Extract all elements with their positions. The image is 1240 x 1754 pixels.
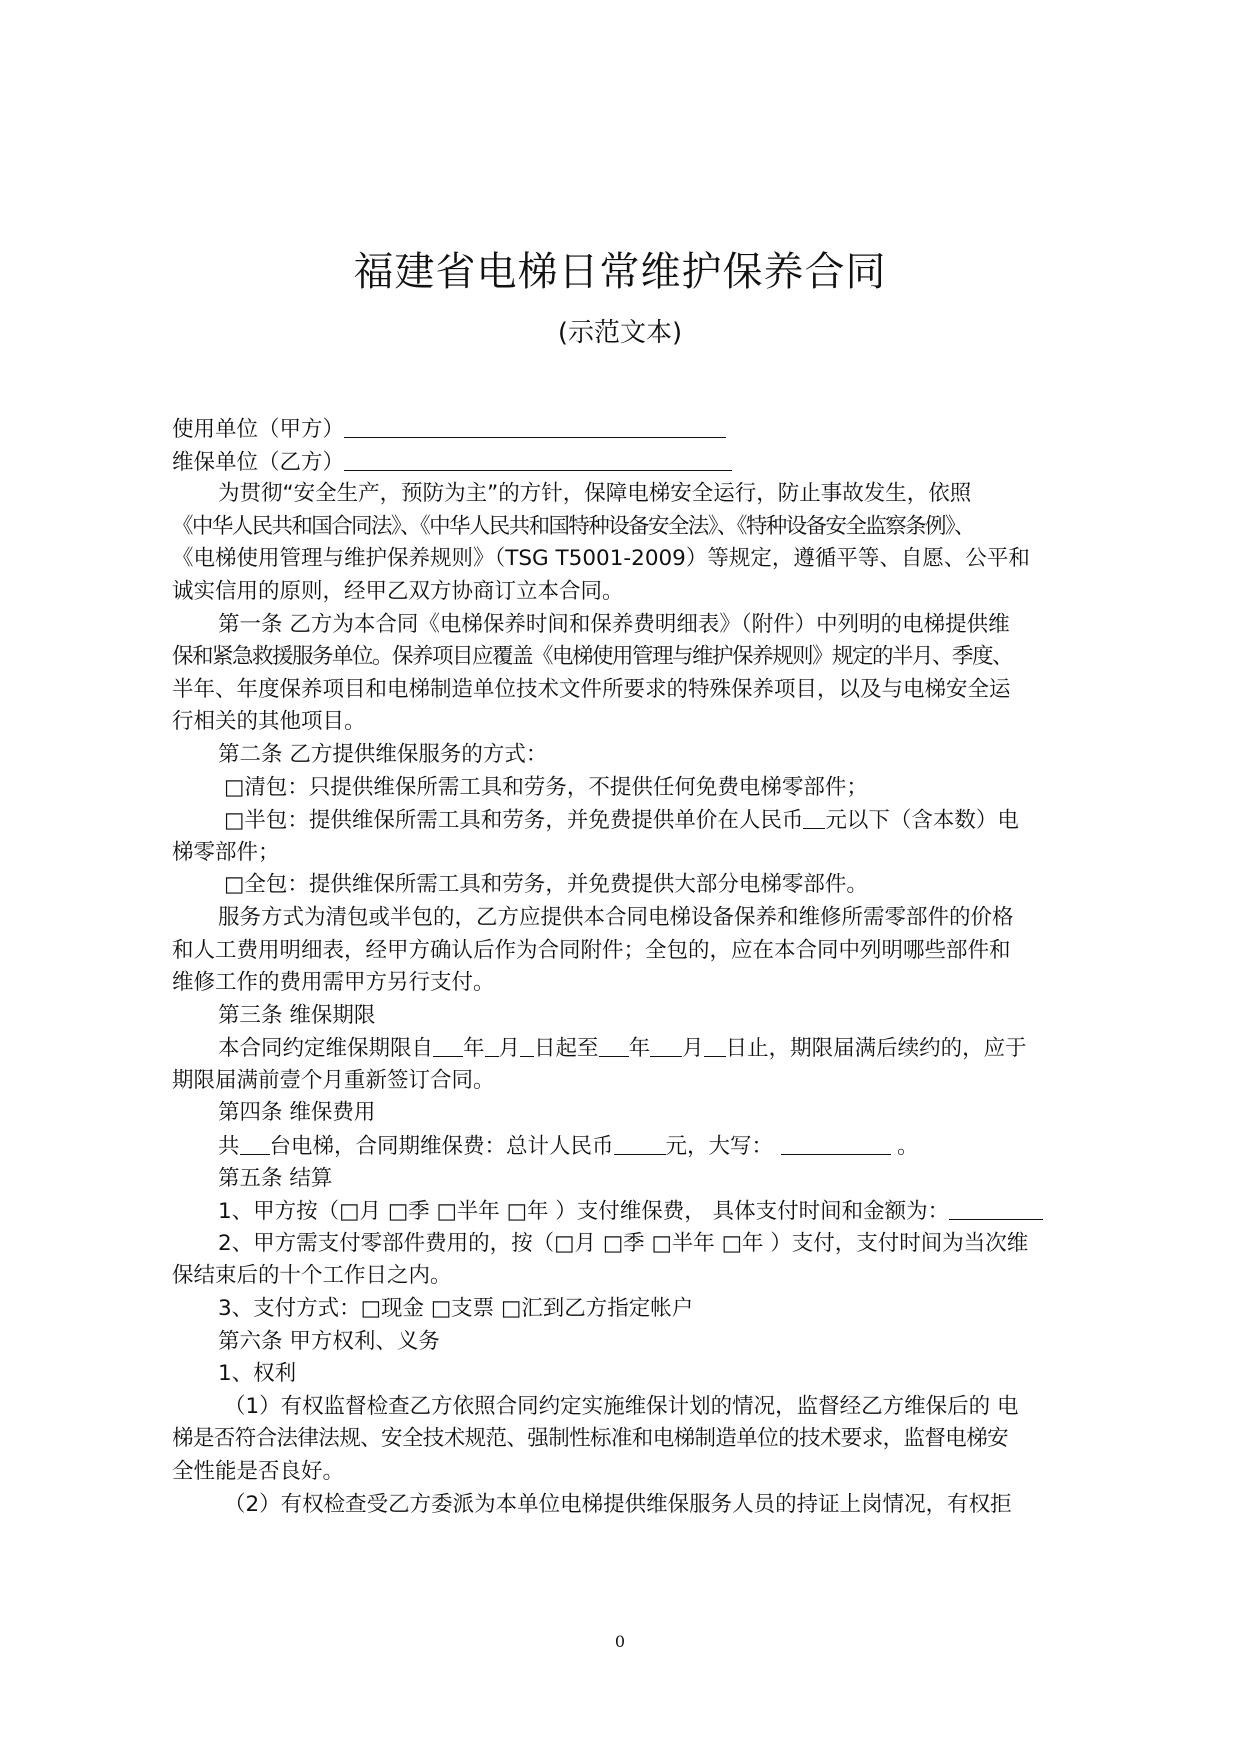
settlement-text: 1、甲方按（□月 □季 □半年 □年 ）支付维保费， 具体支付时间和金额为： <box>218 1199 950 1225</box>
article2-note-line: 维修工作的费用需甲方另行支付。 <box>172 970 495 996</box>
article6-right-2-line: （2）有权检查受乙方委派为本单位电梯提供维保服务人员的持证上岗情况，有权拒 <box>224 1491 1012 1517</box>
party-a-label: 使用单位（甲方） <box>172 417 345 442</box>
term-text: 本合同约定维保期限自 <box>218 1036 434 1062</box>
year-blank <box>599 1032 629 1057</box>
article2-heading: 第二条 乙方提供维保服务的方式： <box>218 741 548 767</box>
article6-subheading: 1、权利 <box>218 1361 297 1387</box>
month-blank <box>485 1032 499 1057</box>
term-text: 月 <box>498 1036 521 1062</box>
article2-option-quanbao: □全包：提供维保所需工具和劳务，并免费提供大部分电梯零部件。 <box>224 872 868 898</box>
year-blank <box>433 1032 463 1057</box>
fee-text: 。 <box>897 1134 919 1160</box>
article1-line: 行相关的其他项目。 <box>172 709 366 735</box>
article2-option-banbao <box>172 804 1086 837</box>
term-text: 年 <box>463 1036 485 1062</box>
document-title: 福建省电梯日常维护保养合同 <box>353 249 887 295</box>
article1-line: 半年、年度保养项目和电梯制造单位技术文件所要求的特殊保养项目，以及与电梯安全运 <box>172 676 1011 702</box>
option-text: 元以下（含本数）电 <box>825 808 1019 834</box>
article3-term-line <box>172 1032 1086 1065</box>
fee-text: 共 <box>218 1134 240 1160</box>
fee-text: 台电梯，合同期维保费：总计人民币 <box>269 1134 614 1160</box>
article6-right-1-line: 全性能是否良好。 <box>172 1459 345 1484</box>
party-b-line <box>172 446 1086 479</box>
article1-line: 保和紧急救援服务单位。保养项目应覆盖《电梯使用管理与维护保养规则》规定的半月、季度、 <box>172 644 1013 670</box>
article6-right-1-line: 梯是否符合法律法规、安全技术规范、强制性标准和电梯制造单位的技术要求，监督电梯安 <box>172 1426 1009 1452</box>
amount-words-blank <box>781 1130 891 1155</box>
term-text: 日止，期限届满后续约的，应于 <box>725 1036 1027 1062</box>
term-text: 日起至 <box>534 1036 599 1062</box>
preamble-line: 诚实信用的原则，经甲乙双方协商订立本合同。 <box>172 578 624 604</box>
article5-item-2-cont: 保结束后的十个工作日之内。 <box>172 1263 452 1289</box>
article5-item-3: 3、支付方式：□现金 □支票 □汇到乙方指定帐户 <box>218 1296 694 1322</box>
article2-note-line: 服务方式为清包或半包的，乙方应提供本合同电梯设备保养和维修所需零部件的价格 <box>218 904 1014 930</box>
preamble-line: 《电梯使用管理与维护保养规则》（TSG T5001-2009）等规定，遵循平等、自愿、公平和 <box>172 546 1030 572</box>
day-blank <box>704 1032 726 1057</box>
article1-line: 第一条 乙方为本合同《电梯保养时间和保养费明细表》（附件）中列明的电梯提供维 <box>218 611 1010 637</box>
party-a-blank <box>344 413 726 438</box>
party-b-blank <box>344 446 732 471</box>
option-text: □半包：提供维保所需工具和劳务，并免费提供单价在人民币 <box>224 808 804 834</box>
article2-option-banbao-cont: 梯零部件； <box>172 839 280 865</box>
article4-fee-line <box>172 1130 1086 1163</box>
fee-text: 元，大写： <box>665 1134 774 1160</box>
term-text: 月 <box>682 1036 704 1062</box>
article5-item-2: 2、甲方需支付零部件费用的，按（□月 □季 □半年 □年 ）支付，支付时间为当次维 <box>218 1230 1029 1256</box>
article2-note-line: 和人工费用明细表，经甲方确认后作为合同附件；全包的，应在本合同中列明哪些部件和 <box>172 937 1011 963</box>
article5-item-1 <box>172 1195 1086 1228</box>
month-blank <box>650 1032 682 1057</box>
article6-heading: 第六条 甲方权利、义务 <box>218 1328 440 1354</box>
article3-heading: 第三条 维保期限 <box>218 1002 376 1028</box>
payment-detail-blank <box>949 1195 1043 1220</box>
price-blank <box>803 804 825 829</box>
preamble-line: 《中华人民共和国合同法》、《中华人民共和国特种设备安全法》、《特种设备安全监察条例》、 <box>172 513 974 539</box>
article2-option-qingbao: □清包：只提供维保所需工具和劳务，不提供任何免费电梯零部件； <box>224 774 868 800</box>
preamble-line: 为贯彻“安全生产，预防为主”的方针，保障电梯安全运行，防止事故发生，依照 <box>218 481 972 507</box>
elevator-count-blank <box>240 1130 270 1155</box>
article4-heading: 第四条 维保费用 <box>218 1100 376 1126</box>
contract-body <box>172 413 1086 1521</box>
term-text: 年 <box>628 1036 651 1062</box>
page-number: 0 <box>614 1632 626 1651</box>
party-b-label: 维保单位（乙方） <box>172 449 345 475</box>
article5-heading: 第五条 结算 <box>218 1165 333 1191</box>
amount-blank <box>614 1130 666 1155</box>
day-blank <box>520 1032 534 1057</box>
article3-term-line: 期限届满前壹个月重新签订合同。 <box>172 1067 495 1093</box>
document-subtitle: (示范文本) <box>557 318 683 348</box>
article6-right-1-line: （1）有权监督检查乙方依照合同约定实施维保计划的情况，监督经乙方维保后的 电 <box>224 1393 1019 1419</box>
party-a-line <box>172 413 1086 446</box>
